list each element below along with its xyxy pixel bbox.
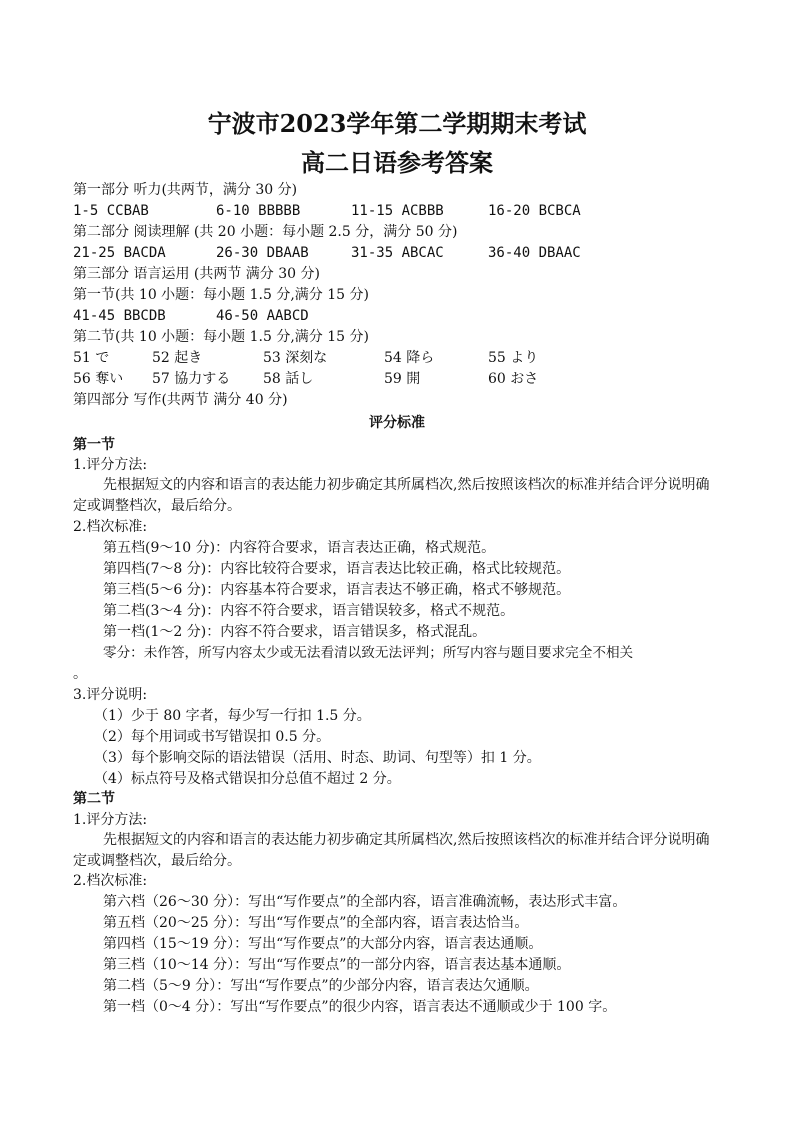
answer-group: 46-50 AABCD <box>216 308 309 324</box>
s1-notes-label: 3.评分说明: <box>73 687 148 703</box>
fill-answer: 56 奪い <box>73 371 124 387</box>
fill-answer: 53 深刻な <box>263 350 328 366</box>
answer-group: 21-25 BACDA <box>73 245 166 261</box>
part4-heading: 第四部分 写作(共两节 满分 40 分) <box>73 392 288 408</box>
part2-heading: 第二部分 阅读理解 (共 20 小题：每小题 2.5 分，满分 50 分) <box>73 224 458 240</box>
answer-group: 6-10 BBBBB <box>216 203 301 219</box>
s2-level: 第二档（5～9 分）：写出“写作要点”的少部分内容，语言表达欠通顺。 <box>103 978 539 994</box>
s1-level: 第四档(7～8 分)：内容比较符合要求，语言表达比较正确，格式比较规范。 <box>103 561 571 577</box>
part3-section2-heading: 第二节(共 10 小题：每小题 1.5 分,满分 15 分) <box>73 329 369 345</box>
section1-heading: 第一节 <box>73 437 115 453</box>
s2-level: 第四档（15～19 分）：写出“写作要点”的大部分内容，语言表达通顺。 <box>103 936 543 952</box>
s1-method-label: 1.评分方法: <box>73 457 148 473</box>
part3-heading: 第三部分 语言运用 (共两节 满分 30 分) <box>73 266 320 282</box>
criteria-title: 评分标准 <box>369 415 425 431</box>
s1-level: 第三档(5～6 分)：内容基本符合要求，语言表达不够正确，格式不够规范。 <box>103 582 571 598</box>
s1-level-zero-tail: 。 <box>73 666 87 682</box>
s1-level-zero: 零分：未作答，所写内容太少或无法看清以致无法评判；所写内容与题目要求完全不相关 <box>103 645 634 661</box>
s2-level: 第五档（20～25 分）：写出“写作要点”的全部内容，语言表达恰当。 <box>103 915 529 931</box>
doc-title: 宁波市2023学年第二学期期末考试 <box>207 109 587 138</box>
fill-answer: 60 おさ <box>488 371 539 387</box>
fill-answer: 54 降ら <box>384 350 435 366</box>
fill-answer: 59 開 <box>384 371 421 387</box>
s1-level: 第一档(1～2 分)：内容不符合要求，语言错误多，格式混乱。 <box>103 624 487 640</box>
fill-answer: 58 話し <box>263 371 314 387</box>
fill-answer: 51 で <box>73 350 110 366</box>
answer-group: 11-15 ACBBB <box>351 203 444 219</box>
s1-note: （3）每个影响交际的语法错误（活用、时态、助词、句型等）扣 1 分。 <box>94 750 541 766</box>
s2-level: 第一档（0～4 分）：写出“写作要点”的很少内容，语言表达不通顺或少于 100 字。 <box>103 999 617 1015</box>
part1-heading: 第一部分 听力(共两节，满分 30 分) <box>73 182 298 198</box>
fill-answer: 52 起き <box>152 350 203 366</box>
s1-level: 第二档(3～4 分)：内容不符合要求，语言错误较多，格式不规范。 <box>103 603 515 619</box>
s1-note: （2）每个用词或书写错误扣 0.5 分。 <box>94 729 331 745</box>
s1-note: （4）标点符号及格式错误扣分总值不超过 2 分。 <box>94 771 401 787</box>
part3-section1-heading: 第一节(共 10 小题：每小题 1.5 分,满分 15 分) <box>73 287 369 303</box>
s1-level: 第五档(9～10 分)：内容符合要求，语言表达正确，格式规范。 <box>103 540 496 556</box>
answer-group: 26-30 DBAAB <box>216 245 309 261</box>
s2-level: 第六档（26～30 分）：写出“写作要点”的全部内容，语言准确流畅，表达形式丰富。 <box>103 894 627 910</box>
answer-group: 31-35 ABCAC <box>351 245 444 261</box>
s1-note: （1）少于 80 字者，每少写一行扣 1.5 分。 <box>94 708 371 724</box>
answer-group: 1-5 CCBAB <box>73 203 149 219</box>
s1-method-text: 先根据短文的内容和语言的表达能力初步确定其所属档次,然后按照该档次的标准并结合评分说明确定或调整档次，最后给分。 <box>73 477 710 514</box>
answer-group: 41-45 BBCDB <box>73 308 166 324</box>
s2-method-label: 1.评分方法: <box>73 812 148 828</box>
s2-method-text: 先根据短文的内容和语言的表达能力初步确定其所属档次,然后按照该档次的标准并结合评分说明确定或调整档次，最后给分。 <box>73 832 710 869</box>
doc-subtitle: 高二日语参考答案 <box>301 148 493 177</box>
answer-group: 36-40 DBAAC <box>488 245 581 261</box>
s1-levels-label: 2.档次标准: <box>73 519 148 535</box>
s2-levels-label: 2.档次标准: <box>73 873 148 889</box>
fill-answer: 57 協力する <box>152 371 231 387</box>
s2-level: 第三档（10～14 分）：写出“写作要点”的一部分内容，语言表达基本通顺。 <box>103 957 571 973</box>
answer-group: 16-20 BCBCA <box>488 203 581 219</box>
section2-heading: 第二节 <box>73 791 115 807</box>
fill-answer: 55 より <box>488 350 539 366</box>
